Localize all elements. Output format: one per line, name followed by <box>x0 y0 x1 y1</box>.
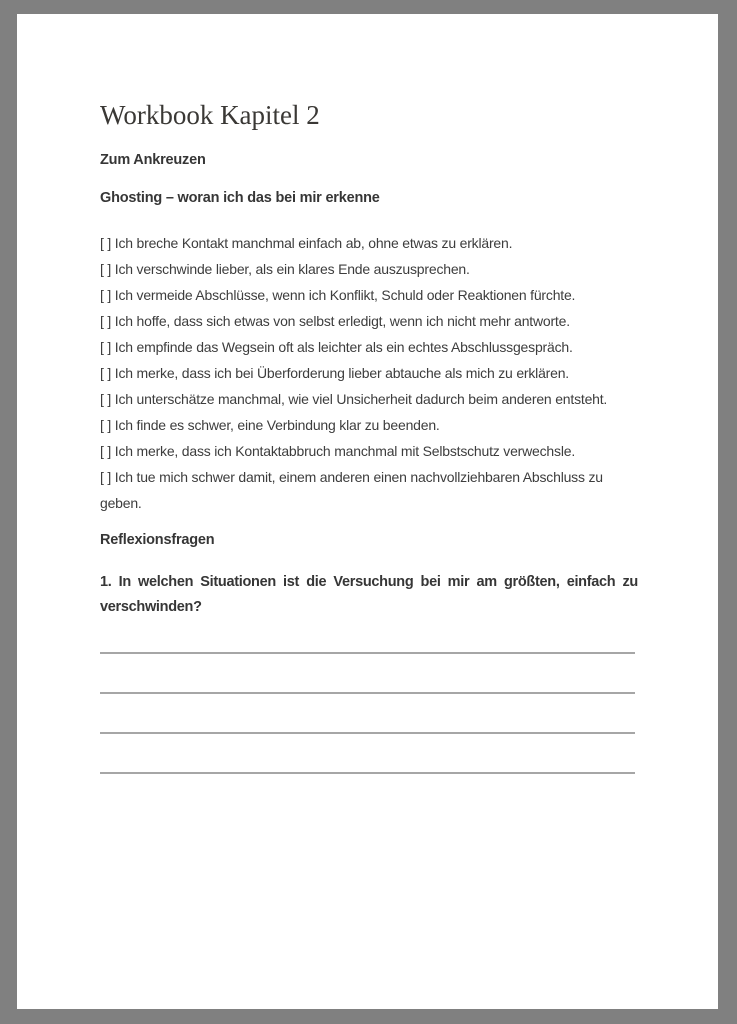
checklist-item: [ ] Ich merke, dass ich Kontaktabbruch manchmal mit Selbstschutz verwechsle. <box>100 443 576 459</box>
reflection-section-heading: Reflexionsfragen <box>100 532 215 548</box>
page-content <box>100 14 638 774</box>
checklist-item: [ ] Ich verschwinde lieber, als ein klares Ende auszusprechen. <box>100 261 470 277</box>
reflection-question: 1. In welchen Situationen ist die Versuchung bei mir am größten, einfach zu verschwinden? <box>100 574 638 615</box>
checklist-item: [ ] Ich unterschätze manchmal, wie viel Unsicherheit dadurch beim anderen entsteht. <box>100 391 608 407</box>
answer-line <box>100 654 635 694</box>
checklist-item: [ ] Ich finde es schwer, eine Verbindung klar zu beenden. <box>100 417 440 433</box>
document-page <box>17 14 718 1009</box>
checklist-item: [ ] Ich breche Kontakt manchmal einfach ab, ohne etwas zu erklären. <box>100 235 513 251</box>
checklist-item: [ ] Ich vermeide Abschlüsse, wenn ich Konflikt, Schuld oder Reaktionen fürchte. <box>100 287 576 303</box>
checklist-item: [ ] Ich tue mich schwer damit, einem anderen einen nachvollziehbaren Abschluss zu geben. <box>100 469 603 511</box>
checklist-item: [ ] Ich hoffe, dass sich etwas von selbst erledigt, wenn ich nicht mehr antworte. <box>100 313 570 329</box>
checklist-item: [ ] Ich empfinde das Wegsein oft als leichter als ein echtes Abschlussgespräch. <box>100 339 573 355</box>
checklist <box>100 230 638 516</box>
answer-line <box>100 694 635 734</box>
checklist-item: [ ] Ich merke, dass ich bei Überforderung lieber abtauche als mich zu erklären. <box>100 365 569 381</box>
answer-line <box>100 734 635 774</box>
answer-line <box>100 620 635 654</box>
checkbox-section-subheading: Ghosting – woran ich das bei mir erkenne <box>100 190 380 206</box>
checkbox-section-heading: Zum Ankreuzen <box>100 152 206 168</box>
page-title: Workbook Kapitel 2 <box>100 100 320 130</box>
answer-lines <box>100 620 635 774</box>
